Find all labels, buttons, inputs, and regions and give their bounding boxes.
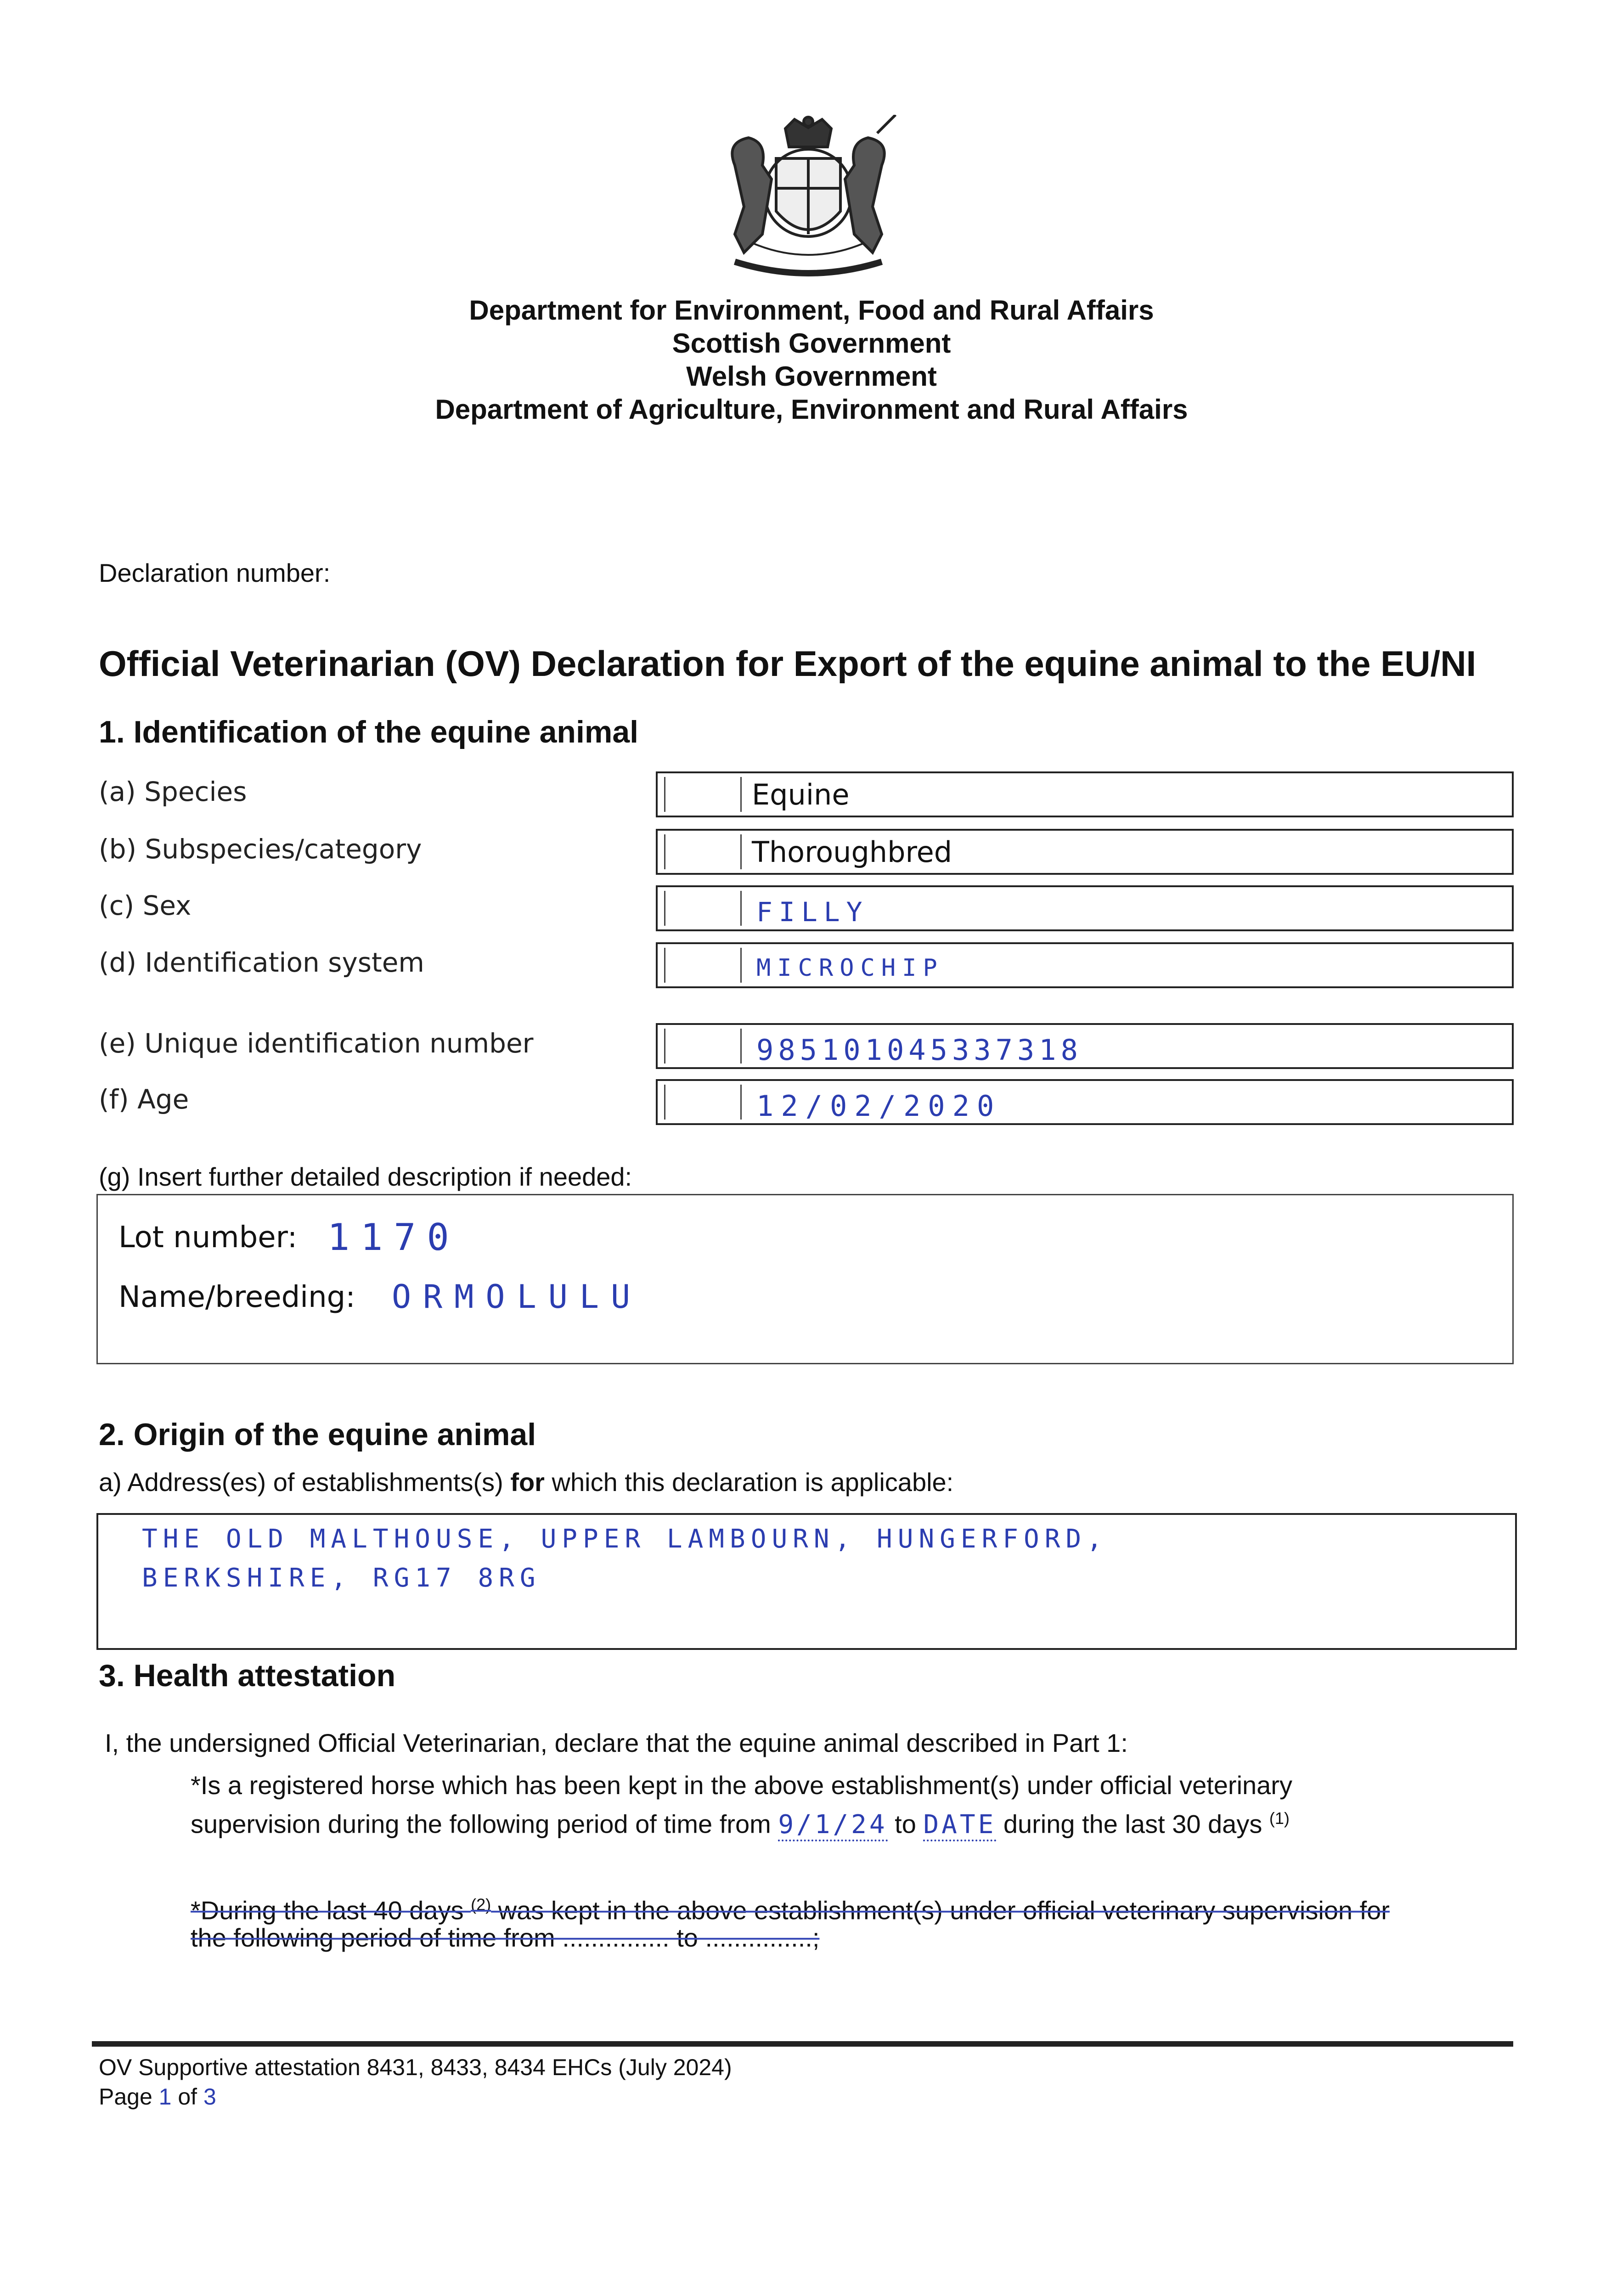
address-line-2: BERKSHIRE, RG17 8RG <box>142 1563 541 1593</box>
uid-value: 985101045337318 <box>756 1033 1082 1067</box>
page-title: Official Veterinarian (OV) Declaration for Export of the equine animal to the EU/NI <box>99 643 1476 684</box>
dept-line-scottish: Scottish Government <box>672 328 951 359</box>
period-from-value: 9/1/24 <box>778 1810 887 1841</box>
species-label: (a) Species <box>99 776 247 807</box>
address-line-1: THE OLD MALTHOUSE, UPPER LAMBOURN, HUNGERFORD, <box>142 1524 1108 1554</box>
name-breeding-label: Name/breeding: <box>118 1280 355 1314</box>
lot-number-label: Lot number: <box>118 1221 298 1255</box>
id-system-value: MICROCHIP <box>756 954 944 982</box>
sex-field[interactable] <box>656 885 1514 931</box>
dept-line-daera: Department of Agriculture, Environment and Rural Affairs <box>435 394 1188 425</box>
age-field[interactable] <box>656 1079 1514 1125</box>
attestation-2-line-2: the following period of time from ............... to ...............; <box>191 1923 820 1952</box>
sex-label: (c) Sex <box>99 890 192 921</box>
health-intro: I, the undersigned Official Veterinarian, declare that the equine animal described in Part 1: <box>105 1728 1128 1757</box>
id-system-label: (d) Identification system <box>99 947 424 978</box>
sex-value: FILLY <box>756 896 869 928</box>
age-value: 12/02/2020 <box>756 1089 1002 1123</box>
species-value: Equine <box>752 778 850 811</box>
page-indicator: Page 1 of 3 <box>99 2084 216 2110</box>
attestation-1-line-1: *Is a registered horse which has been kept in the above establishment(s) under official veterinary <box>191 1771 1292 1800</box>
section-2-heading: 2. Origin of the equine animal <box>99 1417 536 1452</box>
section-3-heading: 3. Health attestation <box>99 1658 396 1693</box>
id-system-field[interactable] <box>656 942 1514 988</box>
subspecies-value: Thoroughbred <box>752 835 952 869</box>
period-to-value: DATE <box>923 1810 996 1841</box>
subspecies-label: (b) Subspecies/category <box>99 833 422 865</box>
subspecies-field[interactable] <box>656 829 1514 875</box>
lot-number-value: 1170 <box>327 1216 460 1259</box>
royal-crest-icon <box>707 115 909 285</box>
attestation-2-line-1: *During the last 40 days $^{(2)}$ was kept in the above establishment(s) under official veterinary supervision for <box>191 1895 1390 1925</box>
attestation-1-line-2: supervision during the following period of time from 9/1/24 to DATE during the last 30 days $^{(1)}$ <box>191 1802 1290 1841</box>
species-field[interactable] <box>656 771 1514 817</box>
name-breeding-value: ORMOLULU <box>392 1278 642 1316</box>
uid-label: (e) Unique identification number <box>99 1028 534 1059</box>
footer-divider <box>92 2041 1513 2047</box>
declaration-number-label: Declaration number: <box>99 558 331 587</box>
address-label: a) Address(es) of establishments(s) for which this declaration is applicable: <box>99 1468 954 1497</box>
further-description-label: (g) Insert further detailed description if needed: <box>99 1162 632 1191</box>
address-box[interactable] <box>96 1513 1517 1650</box>
dept-line-defra: Department for Environment, Food and Rural Affairs <box>469 295 1154 326</box>
uid-field[interactable] <box>656 1023 1514 1069</box>
section-1-heading: 1. Identification of the equine animal <box>99 715 639 749</box>
further-description-box[interactable] <box>96 1194 1514 1364</box>
footer <box>99 2053 732 2111</box>
footer-title: OV Supportive attestation 8431, 8433, 8434 EHCs (July 2024) <box>99 2054 732 2080</box>
dept-line-welsh: Welsh Government <box>686 361 937 392</box>
age-label: (f) Age <box>99 1084 189 1115</box>
